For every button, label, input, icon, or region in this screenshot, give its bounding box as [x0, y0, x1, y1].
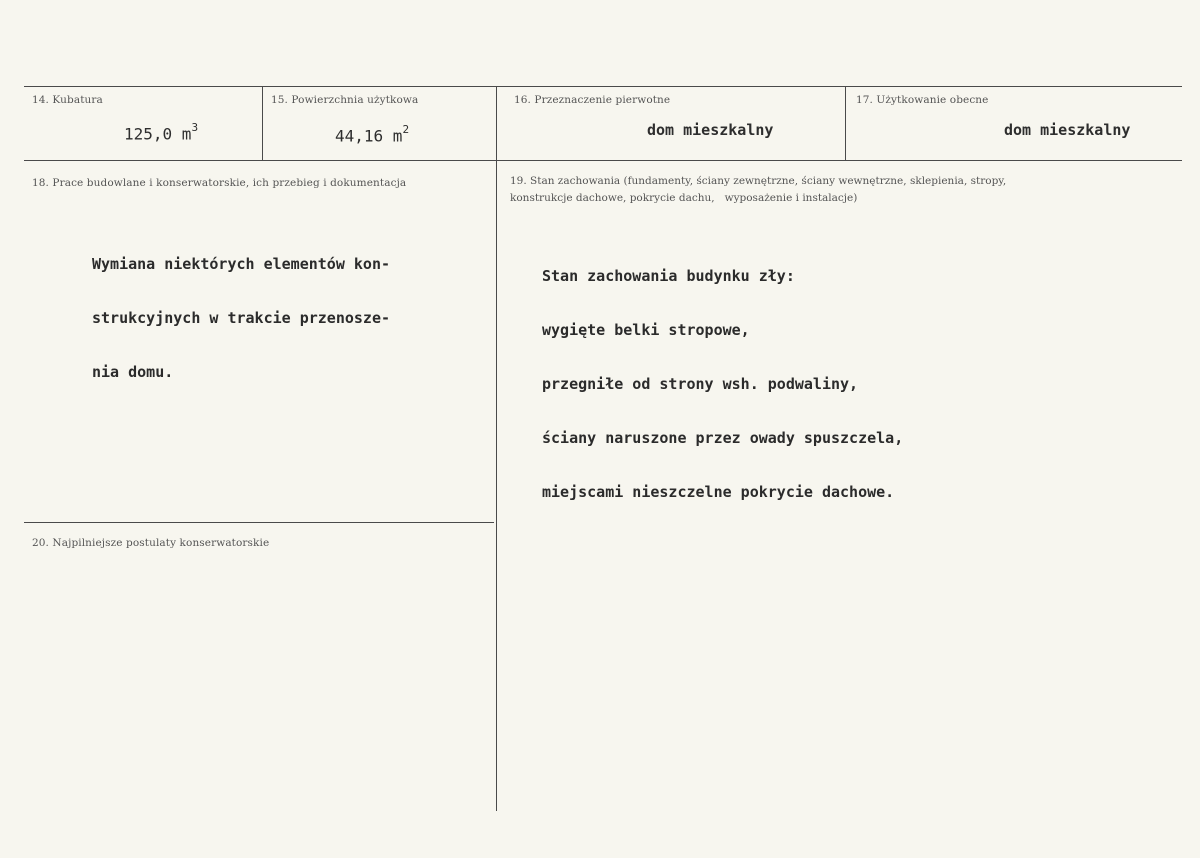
divider-16-17 [845, 86, 846, 160]
field-15-unit-exponent: 2 [402, 123, 410, 136]
row1-bottom-line [24, 160, 1182, 161]
field-19-label [510, 173, 1006, 207]
field-15-value [335, 125, 409, 145]
section20-divider-line [24, 522, 494, 523]
top-border-line [24, 86, 1182, 87]
field-19-line: Stan zachowania budynku zły: [542, 267, 795, 285]
divider-14-15 [262, 86, 263, 160]
field-19-line: ściany naruszone przez owady spuszczela, [542, 429, 904, 447]
field-17-label: 17. Użytkowanie obecne [856, 94, 989, 106]
field-20-label: 20. Najpilniejsze postulaty konserwatorskie [32, 537, 270, 549]
field-18-line: Wymiana niektórych elementów kon- [92, 255, 391, 273]
field-19-line: wygięte belki stropowe, [542, 321, 750, 339]
field-19-text [542, 231, 903, 537]
field-18-text [92, 219, 390, 417]
field-16-value: dom mieszkalny [647, 121, 774, 139]
field-17-value: dom mieszkalny [1004, 121, 1131, 139]
field-18-label: 18. Prace budowlane i konserwatorskie, ich przebieg i dokumentacja [32, 177, 407, 189]
field-18-line: strukcyjnych w trakcie przenosze- [92, 309, 391, 327]
field-19-line: przegniłe od strony wsh. podwaliny, [542, 375, 859, 393]
divider-15-16 [496, 86, 497, 811]
field-19-line: miejscami nieszczelne pokrycie dachowe. [542, 483, 895, 501]
field-18-line: nia domu. [92, 363, 174, 381]
field-15-label: 15. Powierzchnia użytkowa [271, 94, 419, 106]
field-14-label: 14. Kubatura [32, 94, 103, 106]
field-14-value [124, 123, 198, 143]
field-14-number: 125,0 m [124, 124, 192, 144]
field-19-label-line1: 19. Stan zachowania (fundamenty, ściany zewnętrzne, ściany wewnętrzne, sklepienia, stropy, [510, 175, 1007, 187]
field-16-label: 16. Przeznaczenie pierwotne [514, 94, 671, 106]
field-15-number: 44,16 m [335, 126, 403, 146]
field-14-unit-exponent: 3 [191, 121, 199, 134]
field-19-label-line2: konstrukcje dachowe, pokrycie dachu, wyposażenie i instalacje) [510, 192, 858, 204]
